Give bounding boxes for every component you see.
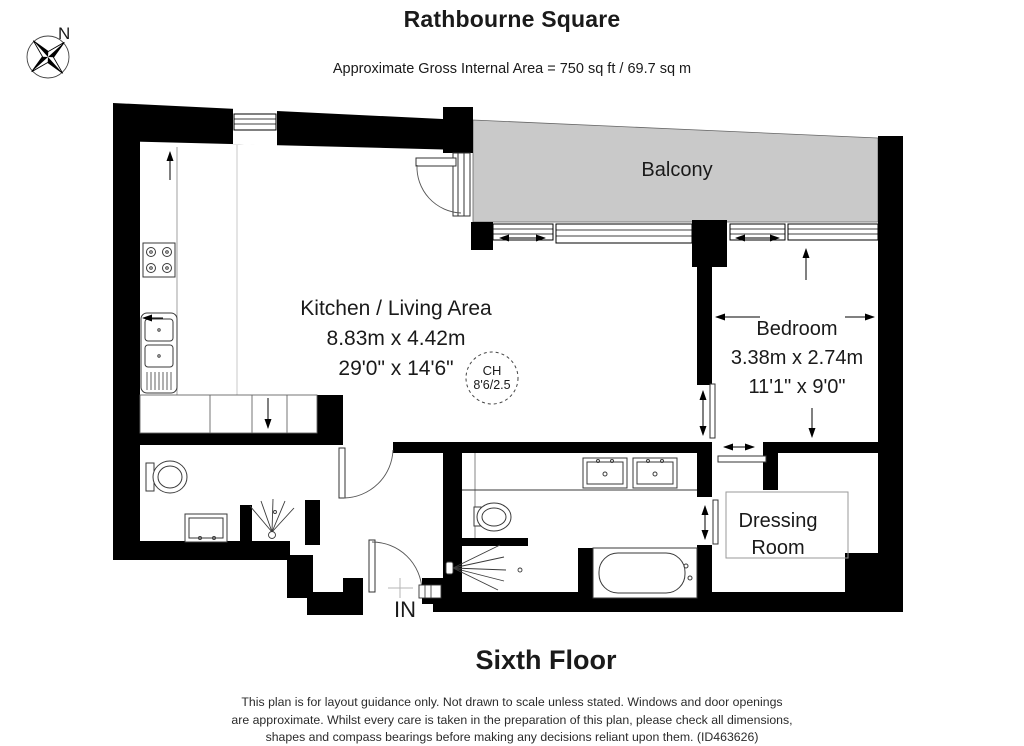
balcony-label: Balcony (641, 159, 713, 181)
bathroom-toilet-icon (474, 503, 511, 531)
kitchen-sink-icon (141, 313, 177, 393)
vanity-sink-icon-2 (633, 458, 677, 488)
page-title: Rathbourne Square (403, 6, 621, 32)
disclaimer-line-1: This plan is for layout guidance only. Not drawn to scale unless stated. Windows and door openings (241, 695, 783, 709)
bathtub-icon (593, 548, 697, 598)
dressing-room-line1: Dressing (738, 510, 818, 532)
wc-basin-icon (185, 514, 227, 542)
ceiling-height-abbr: CH (482, 363, 502, 378)
compass-north-label: N (58, 24, 71, 43)
floor-name: Sixth Floor (475, 645, 617, 675)
hob-icon (143, 243, 175, 277)
vanity-sink-icon (583, 458, 627, 488)
balcony-windows (493, 224, 878, 243)
kitchen-window (233, 107, 277, 433)
hall-door (339, 448, 393, 498)
bathroom-fixtures (446, 453, 697, 598)
dressing-room-label (739, 508, 818, 562)
kitchen-fixtures (140, 147, 317, 433)
kitchen-counter (140, 395, 317, 433)
kitchen-living-name: Kitchen / Living Area (300, 297, 492, 320)
kitchen-living-label (300, 294, 491, 384)
bedroom-imperial: 11'1" x 9'0" (748, 376, 846, 398)
ceiling-height-label (473, 363, 510, 393)
kitchen-living-metric: 8.83m x 4.42m (326, 327, 466, 350)
disclaimer-line-3: shapes and compass bearings before making any decisions reliant upon them. (ID463626) (265, 730, 759, 744)
wc-shower-icon (250, 499, 294, 539)
dressing-room-line2: Room (751, 537, 805, 559)
ceiling-height-value: 8'6/2.5 (473, 378, 511, 392)
bedroom-label (731, 315, 863, 402)
kitchen-living-imperial: 29'0" x 14'6" (338, 357, 454, 380)
disclaimer-text (0, 694, 1024, 746)
area-subtitle: Approximate Gross Internal Area = 750 sq ft / 69.7 sq m (332, 61, 692, 77)
balcony-door (416, 153, 470, 216)
bedroom-name: Bedroom (756, 318, 838, 340)
wc-toilet-icon (146, 461, 187, 493)
wc-fixtures (146, 461, 294, 542)
entrance-label: IN (394, 597, 416, 622)
entrance-door (369, 540, 441, 598)
disclaimer-line-2: are approximate. Whilst every care is taken in the preparation of this plan, please check all dimensions, (231, 712, 793, 727)
bedroom-metric: 3.38m x 2.74m (730, 347, 864, 369)
